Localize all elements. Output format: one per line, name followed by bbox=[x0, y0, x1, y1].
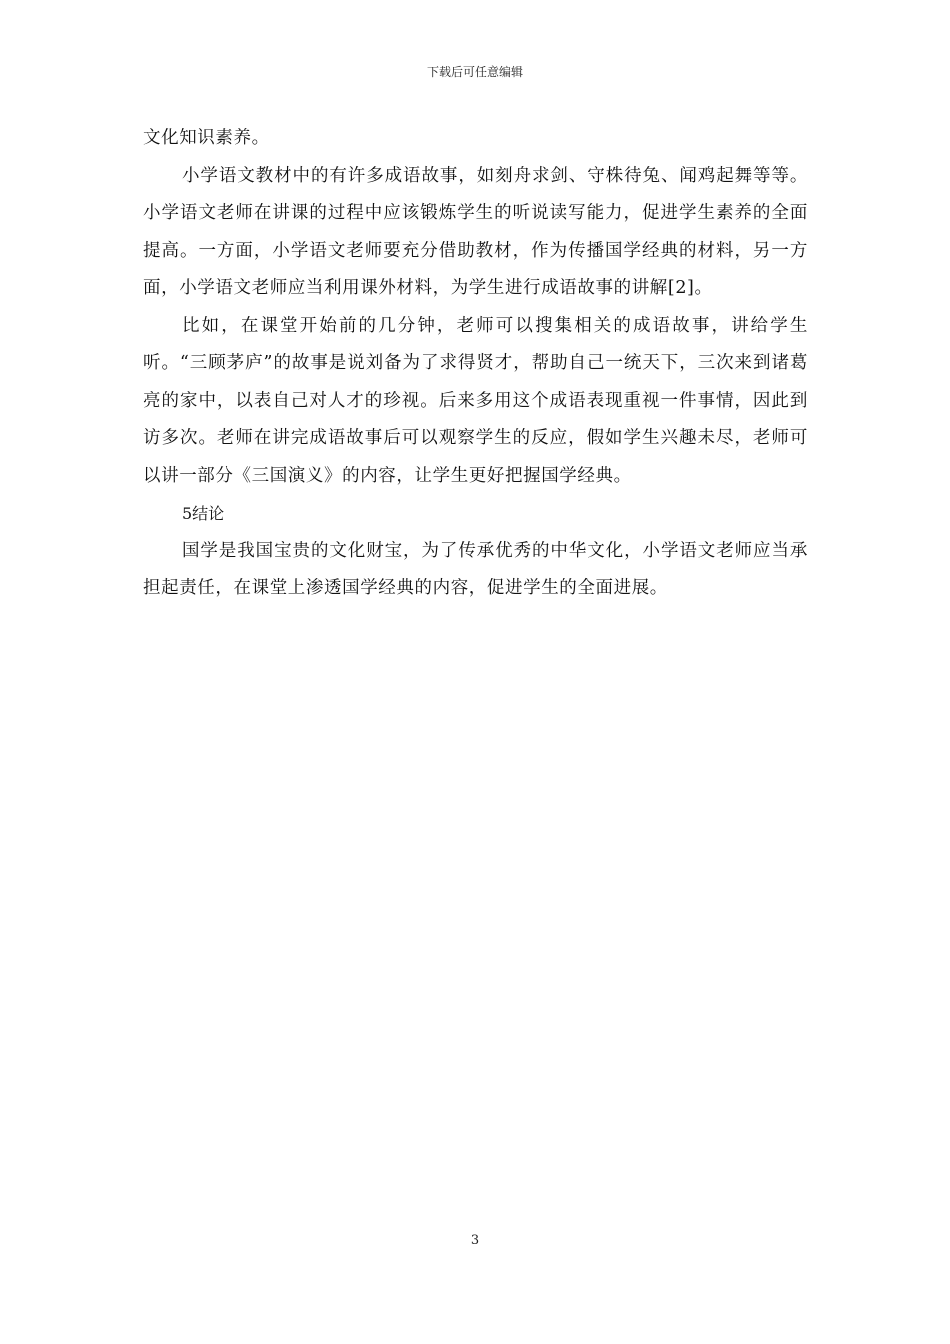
paragraph-example: 比如，在课堂开始前的几分钟，老师可以搜集相关的成语故事，讲给学生听。“三顾茅庐”的故事是说刘备为了求得贤才，帮助自己一统天下，三次来到诸葛亮的家中，以表自己对人才的珍视。后来多用这个成语表现重视一件事情，因此到访多次。老师在讲完成语故事后可以观察学生的反应，假如学生兴趣未尽，老师可以讲一部分《三国演义》的内容，让学生更好把握国学经典。 bbox=[143, 315, 808, 486]
page-header: 下载后可任意编辑 bbox=[426, 65, 523, 79]
document-body bbox=[143, 120, 808, 608]
paragraph-idiom-stories: 小学语文教材中的有许多成语故事，如刻舟求剑、守株待兔、闻鸡起舞等等。小学语文老师在讲课的过程中应该锻炼学生的听说读写能力，促进学生素养的全面提高。一方面，小学语文老师要充分借助教材，作为传播国学经典的材料，另一方面，小学语文老师应当利用课外材料，为学生进行成语故事的讲解[2]。 bbox=[143, 165, 808, 298]
paragraph-continuation: 文化知识素养。 bbox=[143, 128, 270, 148]
paragraph-conclusion: 国学是我国宝贵的文化财宝，为了传承优秀的中华文化，小学语文老师应当承担起责任，在课堂上渗透国学经典的内容，促进学生的全面进展。 bbox=[143, 540, 808, 598]
section-heading: 5结论 bbox=[182, 504, 225, 523]
page-number: 3 bbox=[470, 1233, 480, 1248]
